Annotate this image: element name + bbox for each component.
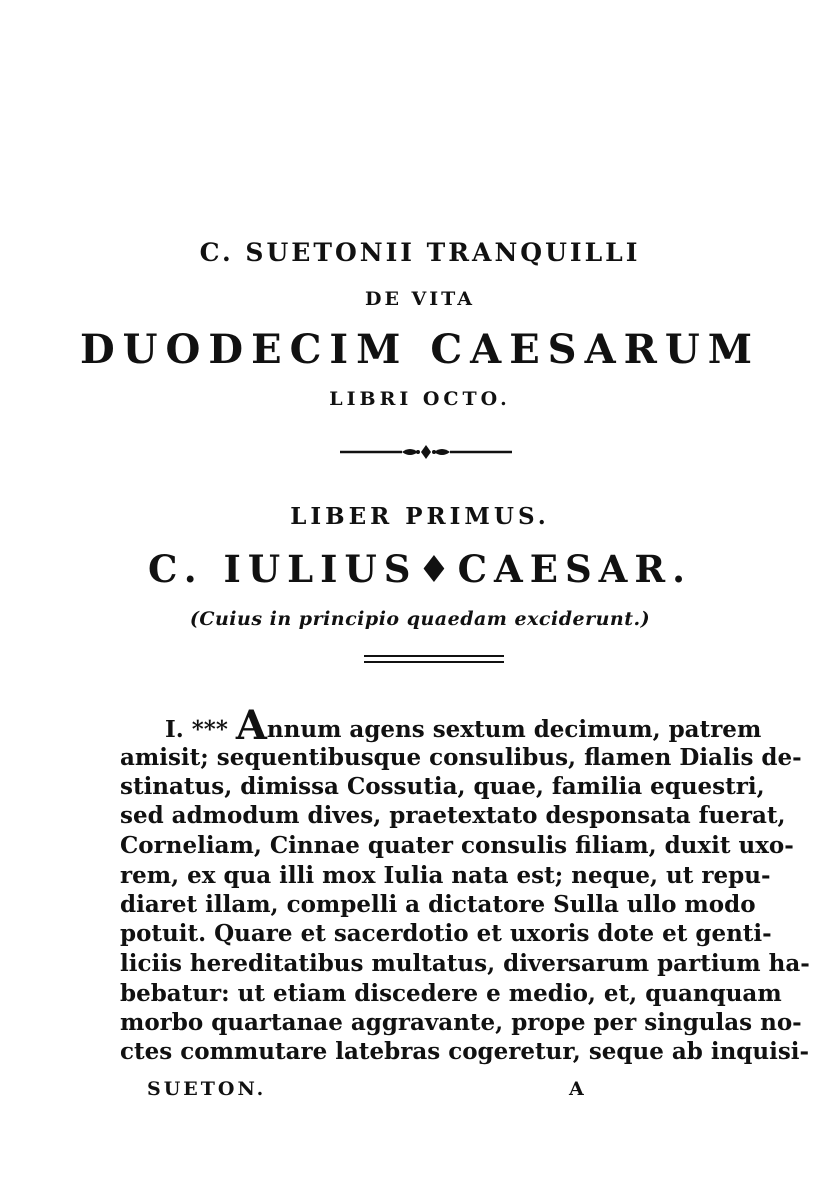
liber-heading: LIBER PRIMUS. [290,503,550,530]
body-line: morbo quartanae aggravante, prope per singulas no- [120,1009,802,1036]
body-line: ctes commutare latebras cogeretur, seque ab inquisi- [120,1038,810,1065]
body-line: liciis hereditatibus multatus, diversarum partium ha- [120,950,810,977]
first-line-text: nnum agens sextum decimum, patrem [266,716,762,743]
libri-heading: LIBRI OCTO. [329,388,511,410]
author-heading: C. SUETONII TRANQUILLI [199,238,641,267]
double-rule-icon [364,654,504,664]
de-vita-heading: DE VITA [364,288,476,310]
body-line: diaret illam, compelli a dictatore Sulla ullo modo [120,891,756,918]
body-line: rem, ex qua illi mox Iulia nata est; neque, ut repu- [120,862,771,889]
body-line: bebatur: ut etiam discedere e medio, et, quanquam [120,980,782,1007]
caesar-heading: C. IULIUS♦CAESAR. [147,547,693,591]
drop-cap: A [235,702,267,749]
body-line: sed admodum dives, praetextato desponsata fuerat, [120,802,786,829]
subtitle-note: (Cuius in principio quaedam exciderunt.) [189,608,651,630]
signature-mark: SUETON. [147,1078,267,1100]
body-line: stinatus, dimissa Cossutia, quae, familia equestri, [120,773,765,800]
main-title: DUODECIM CAESARUM [79,326,761,373]
body-line: Corneliam, Cinnae quater consulis filiam, duxit uxo- [120,832,794,859]
body-line-first [165,702,762,749]
body-line: potuit. Quare et sacerdotio et uxoris dote et genti- [120,920,772,947]
gathering-letter: A [569,1078,584,1100]
fleuron-rule-icon [340,442,512,462]
chapter-number: I. *** [165,716,236,743]
body-line: amisit; sequentibusque consulibus, flamen Dialis de- [120,744,802,771]
